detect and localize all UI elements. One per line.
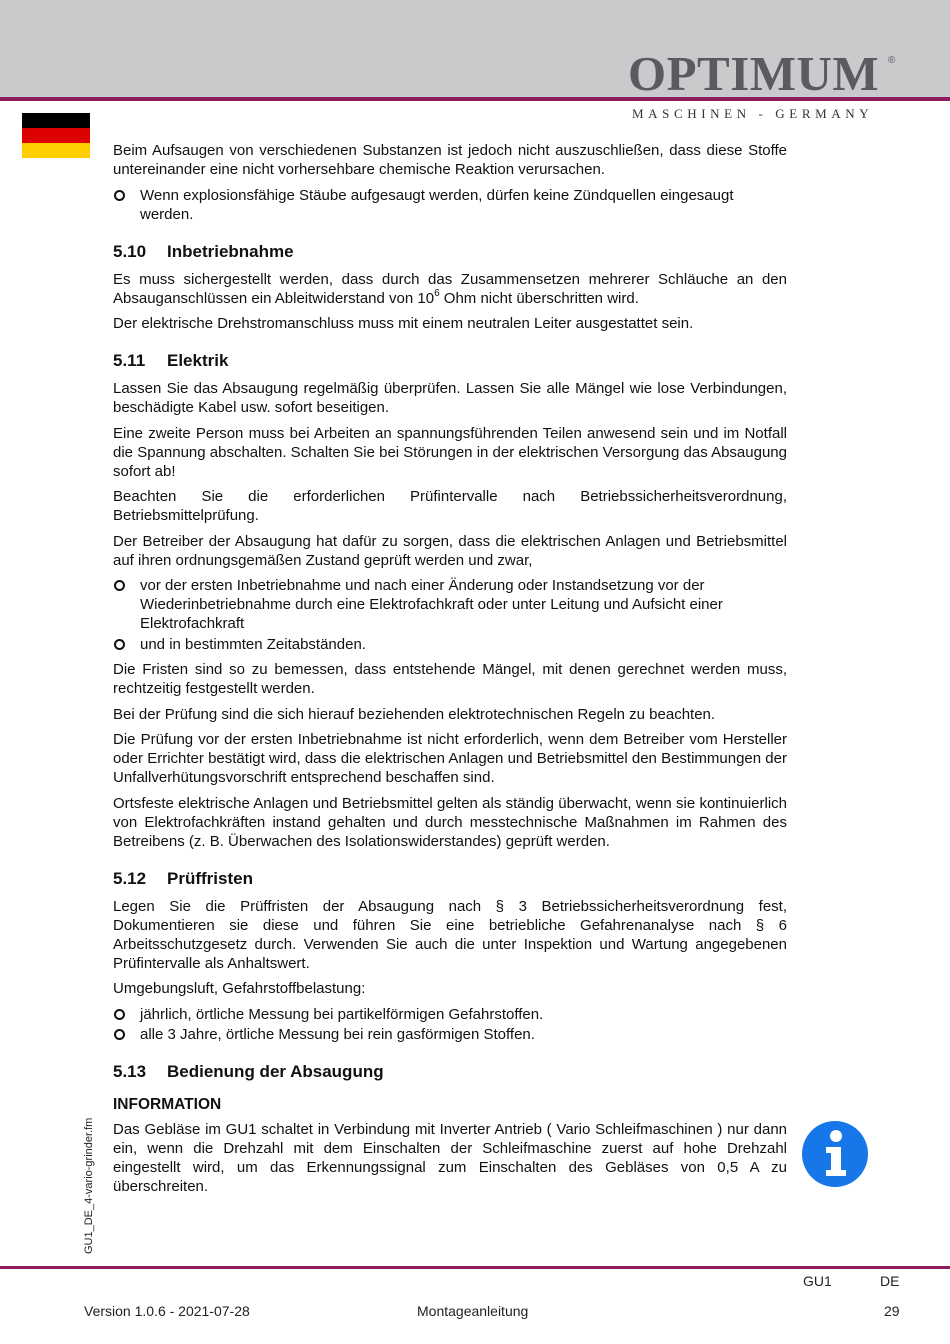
paragraph: Umgebungsluft, Gefahrstoffbelastung:	[113, 980, 366, 997]
bullet-list	[113, 1005, 787, 1045]
paragraph: Lassen Sie das Absaugung regelmäßig überprüfen. Lassen Sie alle Mängel wie lose Verbindungen, beschädigte Kabel usw. sofort beseitigen.	[113, 380, 787, 416]
paragraph	[113, 270, 787, 308]
bullet-icon	[114, 190, 125, 201]
superscript: 6	[434, 287, 440, 299]
list-item-text: und in bestimmten Zeitabständen.	[140, 635, 366, 653]
section-title: Bedienung der Absaugung	[167, 1062, 384, 1081]
paragraph: Ortsfeste elektrische Anlagen und Betriebsmittel gelten als ständig überwacht, wenn sie kontinuierlich von Elektrofachkräften instand gehalten und durch messtechnische Maßnahmen im Rahmen des Betreibens (z. B. Überwachen des Isolationswiderstandes) geprüft werden.	[113, 794, 787, 850]
info-icon-dot	[830, 1130, 842, 1142]
page-content	[113, 141, 787, 1203]
section-number: 5.12	[113, 868, 147, 888]
list-item	[113, 635, 787, 654]
paragraph: Eine zweite Person muss bei Arbeiten an spannungsführenden Teilen anwesend sein und im Notfall die Spannung abschalten. Schalten Sie bei Störungen in der elektrischen Versorgung das Absaugung sofort ab!	[113, 424, 787, 480]
registered-mark: ®	[888, 55, 896, 66]
bullet-list	[113, 576, 787, 654]
text-run: Es muss sichergestellt werden, dass durch das Zusammensetzen mehrerer Schläuche an den Absauganschlüssen ein Ableitwiderstand von 10	[113, 270, 787, 307]
section-heading-5-12	[113, 868, 787, 890]
section-number: 5.11	[113, 351, 146, 370]
germany-flag-icon	[22, 113, 90, 158]
paragraph: Die Prüfung vor der ersten Inbetriebnahme ist nicht erforderlich, wenn dem Betreiber vom Hersteller oder Errichter bestätigt wird, dass die elektrischen Anlagen und Betriebsmittel den Bestimmungen der Unfallverhütungsvorschrift entsprechend beschaffen sind.	[113, 731, 787, 786]
section-heading-5-11	[113, 350, 787, 372]
brand-logo: OPTIMUM	[628, 46, 880, 101]
info-icon	[801, 1120, 869, 1188]
footer-model: GU1	[803, 1273, 832, 1289]
file-name-label: GU1_DE_4-vario-grinder.fm	[83, 1117, 95, 1254]
section-number: 5.13	[113, 1062, 147, 1081]
list-item-text: Wenn explosionsfähige Stäube aufgesaugt werden, dürfen keine Zündquellen eingesaugt werden.	[140, 186, 734, 223]
paragraph: Der elektrische Drehstromanschluss muss mit einem neutralen Leiter ausgestattet sein.	[113, 315, 694, 332]
flag-stripe-black	[22, 113, 90, 128]
text-run: Ohm nicht überschritten wird.	[439, 289, 639, 307]
list-item	[113, 576, 787, 633]
page-number: 29	[884, 1303, 900, 1319]
footer-document-type: Montageanleitung	[417, 1303, 529, 1319]
bullet-icon	[114, 1029, 125, 1040]
paragraph: Bei der Prüfung sind die sich hierauf beziehenden elektrotechnischen Regeln zu beachten.	[113, 705, 716, 723]
list-item-text: jährlich, örtliche Messung bei partikelförmigen Gefahrstoffen.	[140, 1005, 544, 1023]
paragraph: Legen Sie die Prüffristen der Absaugung nach § 3 Betriebssicherheitsverordnung fest, Dokumentieren sie diese und führen Sie eine betriebliche Gefahrenanalyse nach § 6 Arbeitsschutzgesetz durch. Verwenden Sie auch die unter Inspektion und Wartung angegebenen Prüfintervalle als Anhaltswert.	[113, 897, 787, 972]
paragraph: Der Betreiber der Absaugung hat dafür zu sorgen, dass die elektrischen Anlagen und Betriebsmittel auf ihren ordnungsgemäßen Zustand geprüft werden und zwar,	[113, 532, 787, 569]
list-item	[113, 186, 787, 224]
flag-stripe-red	[22, 128, 90, 143]
brand-tagline: MASCHINEN - GERMANY	[632, 106, 874, 121]
list-item-text: alle 3 Jahre, örtliche Messung bei rein gasförmigen Stoffen.	[140, 1026, 535, 1043]
bullet-icon	[114, 1009, 125, 1020]
section-number: 5.10	[113, 241, 147, 261]
list-item-text: vor der ersten Inbetriebnahme und nach einer Änderung oder Instandsetzung vor der Wiederinbetriebnahme durch eine Elektrofachkraft oder unter Leitung und Aufsicht einer Elektrofachkraft	[140, 577, 723, 632]
flag-stripe-gold	[22, 143, 90, 158]
footer-language: DE	[880, 1273, 900, 1289]
section-title: Prüffristen	[167, 868, 253, 888]
intro-bullet-list	[113, 186, 787, 224]
section-heading-5-10	[113, 241, 787, 263]
footer-version: Version 1.0.6 - 2021-07-28	[84, 1303, 250, 1319]
footer-divider	[0, 1266, 950, 1269]
section-title: Elektrik	[167, 351, 229, 370]
paragraph: Beachten Sie die erforderlichen Prüfintervalle nach Betriebssicherheitsverordnung, Betriebsmittelprüfung.	[113, 488, 787, 524]
information-text: Das Gebläse im GU1 schaltet in Verbindung mit Inverter Antrieb ( Vario Schleifmaschinen ) nur dann ein, wenn die Drehzahl mit dem Einschalten der Schleifmaschine zuerst auf hohe Drehzahl eingestellt wird, um das Erkennungssignal zum Einschalten des Gebläses von 0,5 A zu überschreiten.	[113, 1121, 787, 1195]
section-title: Inbetriebnahme	[167, 241, 294, 261]
list-item	[113, 1005, 787, 1024]
section-heading-5-13	[113, 1061, 787, 1083]
bullet-icon	[114, 639, 125, 650]
list-item	[113, 1025, 787, 1044]
information-label: INFORMATION	[113, 1096, 222, 1113]
bullet-icon	[114, 580, 125, 591]
paragraph: Die Fristen sind so zu bemessen, dass entstehende Mängel, mit denen gerechnet werden muss, rechtzeitig festgestellt werden.	[113, 661, 787, 697]
intro-paragraph: Beim Aufsaugen von verschiedenen Substanzen ist jedoch nicht auszuschließen, dass diese Stoffe untereinander eine nicht vorhersehbare chemische Reaktion verursachen.	[113, 142, 787, 178]
